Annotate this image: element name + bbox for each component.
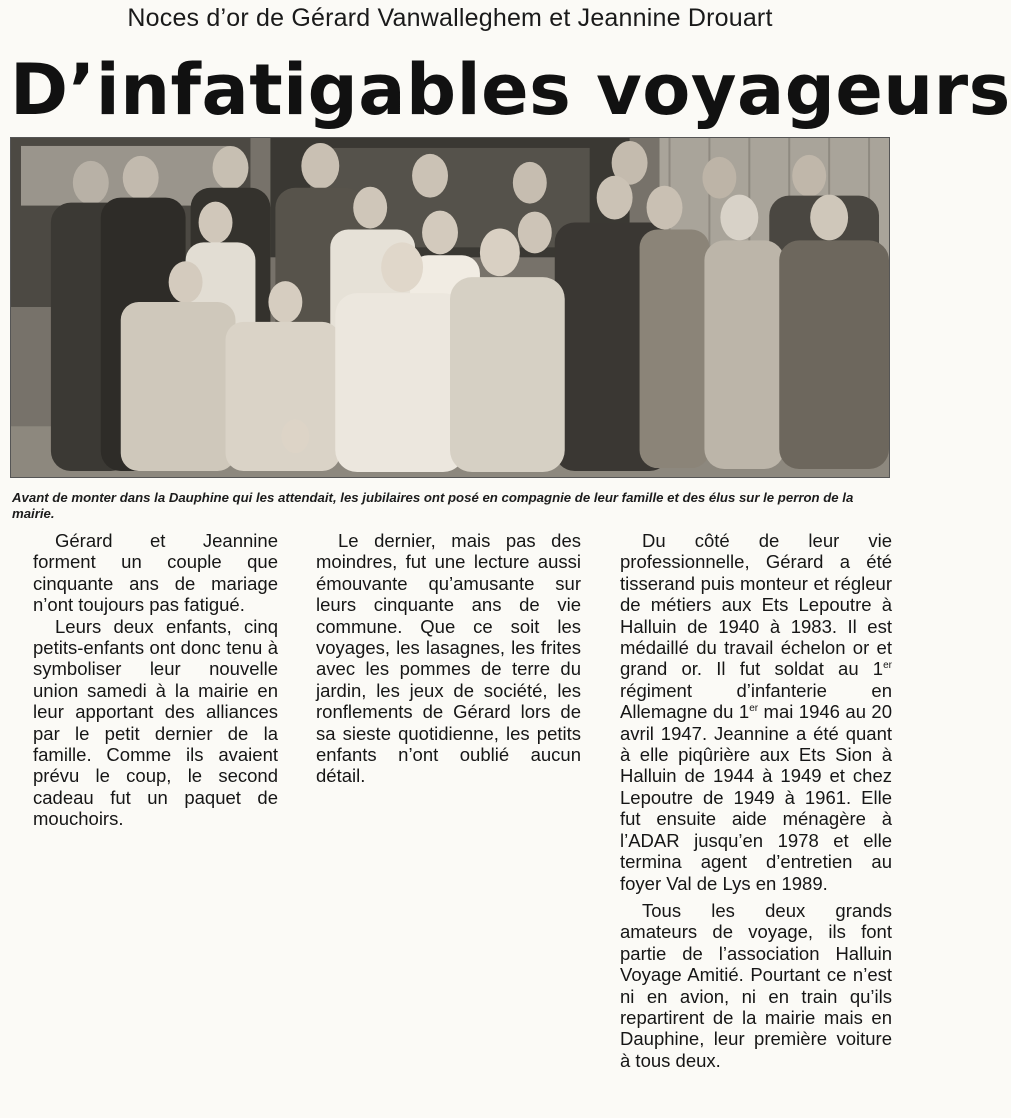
col1-paragraph-2: Leurs deux enfants, cinq petits-enfants ont donc tenu à symboliser leur nouvelle union samedi à la mairie en leur apportant des alliances par le petit dernier de la famille. Comme ils avaient prévu le coup, le second cadeau fut un paquet de mouchoirs. bbox=[33, 615, 278, 830]
ordinal-superscript: er bbox=[749, 703, 759, 715]
group-photo bbox=[10, 137, 890, 478]
column-1 bbox=[33, 530, 278, 830]
article-kicker: Noces d’or de Gérard Vanwalleghem et Jeannine Drouart bbox=[127, 4, 773, 32]
column-2 bbox=[316, 530, 581, 787]
col3-paragraph-1 bbox=[620, 530, 892, 894]
ordinal-superscript: er bbox=[883, 660, 892, 672]
column-3 bbox=[620, 530, 892, 1071]
photo-caption: Avant de monter dans la Dauphine qui les attendait, les jubilaires ont posé en compagnie de leur famille et des élus sur le perron de la mairie. bbox=[12, 490, 854, 521]
col3-text-a: Du côté de leur vie professionnelle, Gérard a été tisserand puis monteur et régleur de métiers aux Ets Lepoutre à Halluin de 1940 à 1983. Il est médaillé du travail échelon or et grand or. Il fut soldat au 1 bbox=[620, 530, 892, 680]
col3-paragraph-2: Tous les deux grands amateurs de voyage, ils font partie de l’association Halluin Voyage Amitié. Pourtant ce n’est ni en avion, ni en train qu’ils repartirent de la mairie mais en Dauphine, leur première voiture à tous deux. bbox=[620, 899, 892, 1071]
col1-paragraph-1: Gérard et Jeannine forment un couple que cinquante ans de mariage n’ont toujours pas fatigué. bbox=[33, 530, 278, 616]
col2-paragraph-1: Le dernier, mais pas des moindres, fut une lecture aussi émouvante qu’amusante sur leurs cinquante ans de vie commune. Que ce soit les voyages, les lasagnes, les frites avec les pommes de terre du jardin, les jeux de société, les ronflements de Gérard lors de sa sieste quotidienne, les petits enfants n’ont oublié aucun détail. bbox=[316, 530, 581, 787]
article-headline: D’infatigables voyageurs bbox=[10, 49, 1011, 131]
col3-text-b: régiment d’infanterie en Allemagne du 1 bbox=[620, 679, 892, 723]
col3-text-c: mai 1946 au 20 avril 1947. Jeannine a été quant à elle piqûrière aux Ets Sion à Halluin de 1944 à 1949 et chez Lepoutre de 1949 à 1961. Elle fut ensuite aide ménagère à l’ADAR jusqu’en 1978 et elle termina agent d’entretien au foyer Val de Lys en 1989. bbox=[620, 701, 893, 894]
